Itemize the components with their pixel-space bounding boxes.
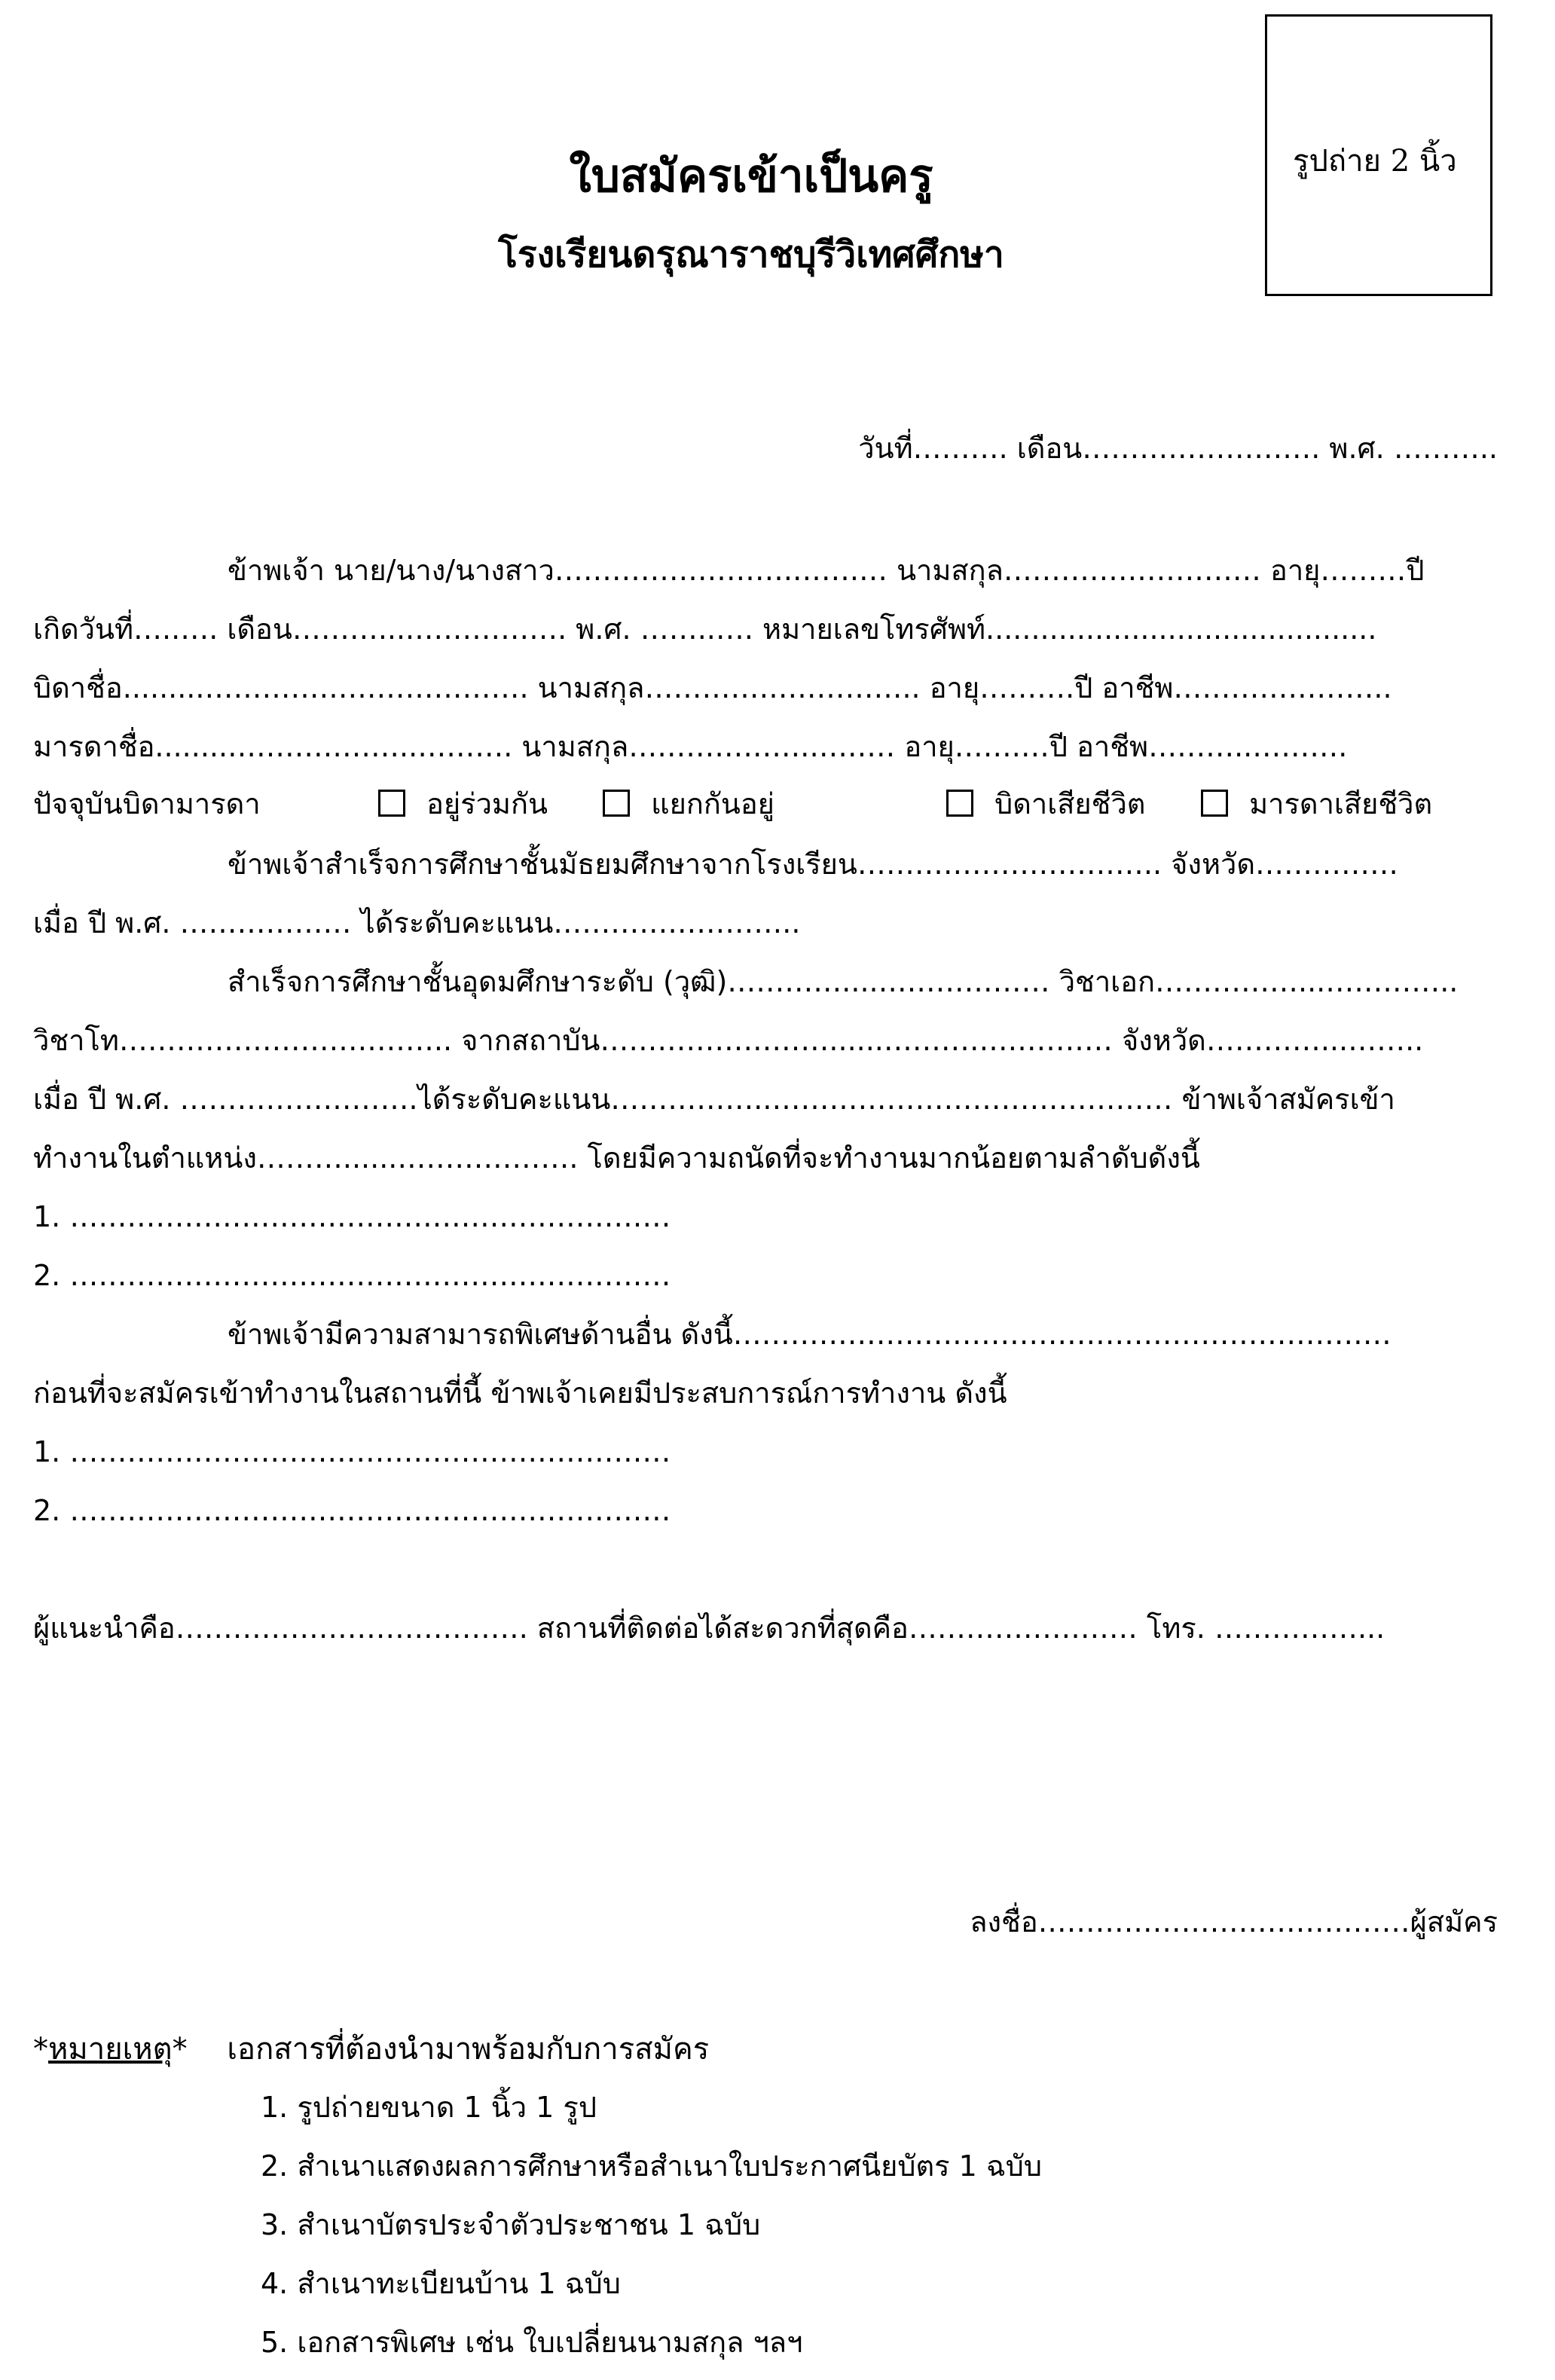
- parents-status-label: ปัจจุบันบิดามารดา: [33, 787, 261, 820]
- option-live-together-label: อยู่ร่วมกัน: [426, 787, 548, 820]
- mother-line[interactable]: มารดาชื่อ........………………..………. นามสกุล……………….……… อายุ…….…ปี อาชีพ………..……….: [33, 730, 1348, 763]
- apply-line[interactable]: เมื่อ ปี พ.ศ. …………………….ได้ระดับคะแนน……………..…………………………………… ข้าพเจ้าสมัครเข้า: [33, 1083, 1395, 1116]
- option-mother-deceased[interactable]: [1201, 787, 1433, 820]
- note-item: 4. สำเนาทะเบียนบ้าน 1 ฉบับ: [261, 2267, 621, 2300]
- special-ability-line[interactable]: ข้าพเจ้ามีความสามารถพิเศษด้านอื่น ดังนี้……………………………………………………………: [228, 1318, 1392, 1351]
- skill-2-line[interactable]: 2. ………………………………………………………: [33, 1259, 671, 1292]
- option-live-together[interactable]: [378, 787, 548, 820]
- option-father-deceased[interactable]: [946, 787, 1146, 820]
- minor-line[interactable]: วิชาโท…………………………….. จากสถาบัน……………………......…………………… จังหวัด…………...……..: [33, 1024, 1424, 1057]
- school-name: โรงเรียนดรุณาราชบุรีวิเทศศึกษา: [498, 234, 1004, 276]
- option-separated-label: แยกกันอยู่: [651, 787, 774, 820]
- experience-1-line[interactable]: 1. ………………………………………………………: [33, 1435, 671, 1468]
- note-intro: เอกสารที่ต้องนำมาพร้อมกับการสมัคร: [227, 2032, 710, 2067]
- secondary-year-line[interactable]: เมื่อ ปี พ.ศ. ……………… ได้ระดับคะแนน……………………..: [33, 906, 801, 939]
- experience-2-line[interactable]: 2. ………………………………………………………: [33, 1494, 671, 1527]
- position-line[interactable]: ทำงานในตำแหน่ง………......………………. โดยมีความถนัดที่จะทำงานมากน้อยตามลำดับดังนี้: [33, 1141, 1200, 1175]
- note-item: 2. สำเนาแสดงผลการศึกษาหรือสำเนาใบประกาศนียบัตร 1 ฉบับ: [261, 2149, 1043, 2183]
- option-father-deceased-label: บิดาเสียชีวิต: [994, 787, 1146, 820]
- checkbox-mother-deceased[interactable]: [1201, 790, 1228, 817]
- signature-line[interactable]: ลงชื่อ…………………………………ผู้สมัคร: [970, 1905, 1498, 1939]
- photo-label: รูปถ่าย 2 นิ้ว: [1293, 144, 1457, 179]
- form-title: ใบสมัครเข้าเป็นครู: [569, 150, 933, 203]
- checkbox-separated[interactable]: [603, 790, 630, 817]
- note-item: 5. เอกสารพิเศษ เช่น ใบเปลี่ยนนามสกุล ฯลฯ: [261, 2326, 803, 2359]
- note-item: 1. รูปถ่ายขนาด 1 นิ้ว 1 รูป: [261, 2091, 597, 2124]
- note-suffix: *: [172, 2032, 188, 2067]
- skill-1-line[interactable]: 1. ………………………………………………………: [33, 1200, 671, 1233]
- note-heading: [33, 2032, 710, 2067]
- father-line[interactable]: บิดาชื่อ.........……………………………. นามสกุล……………………….. อายุ……….ปี อาชีพ…………………..: [33, 671, 1392, 704]
- higher-education-line[interactable]: สำเร็จการศึกษาชั้นอุดมศึกษาระดับ (วุฒิ)…………....……………… วิชาเอก……………...…………..: [228, 965, 1459, 998]
- note-prefix: *: [33, 2032, 48, 2067]
- checkbox-father-deceased[interactable]: [946, 790, 973, 817]
- experience-line: ก่อนที่จะสมัครเข้าทำงานในสถานที่นี้ ข้าพเจ้าเคยมีประสบการณ์การทำงาน ดังนี้: [33, 1376, 1007, 1410]
- name-line[interactable]: ข้าพเจ้า นาย/นาง/นางสาว…………………….…….… นามสกุล……………………… อายุ………ปี: [228, 554, 1425, 587]
- date-line[interactable]: วันที่………. เดือน……………………. พ.ศ. ………..: [858, 432, 1498, 465]
- secondary-school-line[interactable]: ข้าพเจ้าสำเร็จการศึกษาชั้นมัธยมศึกษาจากโรงเรียน………………………….. จังหวัด……………: [228, 848, 1399, 881]
- option-mother-deceased-label: มารดาเสียชีวิต: [1249, 787, 1433, 820]
- birth-line[interactable]: เกิดวันที่…..…. เดือน………....……………. พ.ศ. ……..…. หมายเลขโทรศัพท์...........................................: [33, 613, 1377, 646]
- referee-line[interactable]: ผู้แนะนำคือ………………………………. สถานที่ติดต่อได้สะดวกที่สุดคือ…………………… โทร. ……………...: [33, 1612, 1385, 1645]
- option-separated[interactable]: [603, 787, 774, 820]
- note-item: 3. สำเนาบัตรประจำตัวประชาชน 1 ฉบับ: [261, 2208, 761, 2241]
- note-label: หมายเหตุ: [48, 2032, 173, 2067]
- checkbox-live-together[interactable]: [378, 790, 405, 817]
